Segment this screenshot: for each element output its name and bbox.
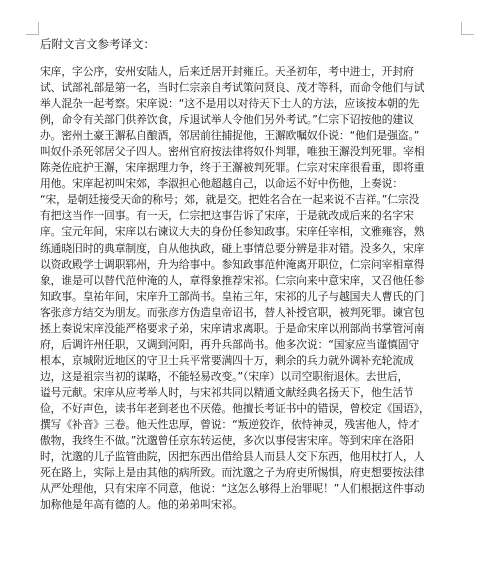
paragraph-line: 加称他是年高有德的人。他的弟弟叫宋祁。 bbox=[40, 498, 243, 512]
paragraph-line: 拯上奏说宋庠没能严格要求子弟，宋庠请求离职。于是命宋庠以刑部尚书掌管河南 bbox=[40, 321, 425, 335]
paragraph-line: 边，这是祖宗当初的谋略，不能轻易改变。”（宋庠）以司空职衔退休。去世后， bbox=[40, 369, 409, 383]
margin-corner-mark-right bbox=[461, 22, 474, 35]
paragraph-line: 庠。宝元年间，宋庠以右谏议大夫的身份任参知政事。宋庠任宰相，文雅雍容，熟 bbox=[40, 225, 425, 239]
paragraph-line: 知政事。皇祐年间，宋庠升工部尚书。皇祐三年，宋祁的儿子与越国夫人曹氏的门 bbox=[40, 289, 425, 303]
document-paragraph bbox=[40, 64, 465, 513]
document-heading: 后附文言文参考译文： bbox=[40, 37, 155, 51]
paragraph-line: 撰写《补音》三卷。他天性忠厚，曾说：“叛逆狡诈，依恃神灵，残害他人，恃才 bbox=[40, 418, 420, 432]
paragraph-line: 傲物，我终生不做。”沈邈曾任京东转运使，多次以事侵害宋庠。等到宋庠在洛阳 bbox=[40, 434, 414, 448]
paragraph-line: 死在路上，实际上是由其他的病所致。而沈邈之子为府吏所惕惧，府吏想要按法律 bbox=[40, 466, 425, 480]
paragraph-line: 用他。宋庠起初叫宋郊，李淑担心他超越自己，以命运不好中伤他，上奏说： bbox=[40, 177, 404, 191]
paragraph-line: 有把这当作一回事。有一天，仁宗把这事告诉了宋庠，于是就改成后来的名字宋 bbox=[40, 209, 414, 223]
paragraph-line: 陈尧佐庇护王澥，宋庠据理力争，终于王澥被判死罪。仁宗对宋庠很看重，即将重 bbox=[40, 161, 425, 175]
paragraph-line: 办。密州土豪王澥私自酿酒，邻居前往捕捉他，王澥欧嘱奴仆说：“他们是强盗。” bbox=[40, 129, 420, 143]
paragraph-line: 府，后调许州任职，又调到河阳，再升兵部尚书。他多次说：“国家应当谨慎固守 bbox=[40, 337, 420, 351]
paragraph-line: 举人混杂一起考察。宋庠说：“这不是用以对待天下士人的方法，应该按本朝的先 bbox=[40, 97, 420, 111]
paragraph-line: 叫奴仆杀死邻居父子四人。密州官府按法律将奴仆判罪，唯独王澥没判死罪。宰相 bbox=[40, 145, 425, 159]
paragraph-line: 宋庠，字公序，安州安陆人，后来迁居开封雍丘。天圣初年，考中进士，开封府 bbox=[40, 65, 414, 78]
paragraph-line: 根本，京城附近地区的守卫士兵平常要满四十万，剩余的兵力就外调补充轮流成 bbox=[40, 353, 414, 367]
paragraph-line: 俭，不好声色，读书年老到老也不厌倦。他擅长考证书中的错误，曾校定《国语》， bbox=[40, 401, 430, 415]
paragraph-line: 试、试部礼部是第一名，当时仁宗亲自考试策问贤良、茂才等科，而命令他们与试 bbox=[40, 81, 425, 95]
paragraph-line: 谥号元献。宋庠从应考举人时，与宋祁共同以精通文献经典名扬天下，他生活节 bbox=[40, 385, 414, 399]
paragraph-line: 练通晓旧时的典章制度，自从他执政，碰上事情总要分辨是非对错。没多久，宋庠 bbox=[40, 241, 425, 255]
paragraph-line: 以资政殿学士调职郓州，升为给事中。参知政事范仲淹离开职位，仁宗问宰相章得 bbox=[40, 257, 425, 271]
paragraph-line: 象，谁是可以替代范仲淹的人，章得象推荐宋祁。仁宗向来中意宋庠，又召他任参 bbox=[40, 273, 425, 287]
paragraph-line: 时，沈邈的儿子监管曲院，因把东西出借给县人而县人交下东西，他用杖打人，人 bbox=[40, 450, 425, 464]
paragraph-line: 从严处理他，只有宋庠不同意，他说：“这怎么够得上治罪呢！”人们根据这件事动 bbox=[40, 482, 425, 496]
margin-corner-mark-left bbox=[26, 22, 39, 35]
paragraph-line: “宋，是朝廷接受天命的称号；郊，就是交。把姓名合在一起来说不吉祥。”仁宗没 bbox=[40, 193, 420, 207]
paragraph-line: 例，命令有关部门供养饮食，斥退试举人令他们另外考试。”仁宗下诏按他的建议 bbox=[40, 113, 414, 127]
paragraph-line: 客张彦方结交为朋友。而张彦方伪造皇帝诏书，替人补授官职，被判死罪。谏官包 bbox=[40, 305, 425, 319]
